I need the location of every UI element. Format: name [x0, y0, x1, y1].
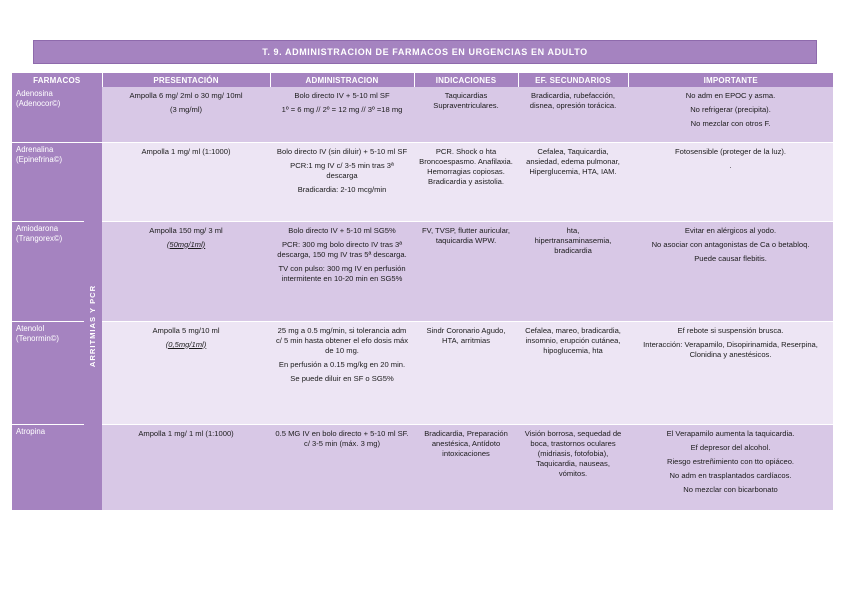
- importante-cell: [628, 142, 833, 221]
- cell-line: (0,5mg/1ml): [165, 339, 207, 349]
- cell-line: 0.5 MG IV en bolo directo + 5-10 ml SF. c/ 3-5 min (máx. 3 mg): [275, 428, 409, 448]
- cell-line: No refrigerar (precipita).: [690, 105, 771, 114]
- efectos-cell: [518, 142, 628, 221]
- drug-name-line: Amiodarona: [16, 223, 59, 233]
- group-column: [84, 142, 102, 510]
- table-header-row: [12, 73, 833, 87]
- drug-name: [12, 87, 102, 142]
- cell-line: No adm en EPOC y asma.: [685, 91, 776, 100]
- importante-cell: [628, 87, 833, 142]
- header-efectos-secundarios: EF. SECUNDARIOS: [518, 73, 628, 87]
- table-row: [12, 142, 833, 221]
- cell-line: PCR. Shock o hta Broncoespasmo. Anafilaxia. Hemorragias copiosas. Bradicardia y asistolia.: [419, 146, 513, 186]
- cell-line: hta,: [566, 225, 580, 235]
- administracion-cell: [270, 87, 414, 142]
- cell-line: 25 mg a 0.5 mg/min, si tolerancia adm c/ 5 min hasta obtener el efo dosis máx de 10 mg.: [275, 325, 409, 355]
- cell-line: (3 mg/ml): [169, 105, 203, 114]
- cell-line: PCR: 300 mg bolo directo IV tras 3ª descarga, 150 mg IV tras 5ª descarga.: [277, 239, 407, 259]
- cell-line: Bolo directo IV + 5-10 ml SF: [294, 91, 390, 100]
- cell-line: Fotosensible (proteger de la luz).: [675, 146, 787, 156]
- cell-line: Ampolla 150 mg/ 3 ml: [149, 225, 223, 235]
- cell-line: Taquicardias Supraventriculares.: [433, 91, 499, 110]
- cell-line: Evitar en alérgicos al yodo.: [684, 225, 777, 235]
- table-row: [12, 221, 833, 321]
- cell-line: Bolo directo IV (sin diluir) + 5-10 ml SF: [276, 146, 408, 156]
- drug-name-line: Adenosina: [16, 89, 53, 98]
- drug-name: [12, 221, 84, 321]
- drug-brand-line: (Epinefrina©): [16, 154, 63, 164]
- cell-line: Bradicardia: 2-10 mcg/min: [297, 184, 387, 194]
- presentacion-cell: [102, 221, 270, 321]
- cell-line: El Verapamilo aumenta la taquicardia.: [666, 428, 795, 438]
- group-label: ARRITMIAS Y PCR: [88, 284, 97, 368]
- presentacion-cell: [102, 142, 270, 221]
- presentacion-cell: [102, 87, 270, 142]
- header-presentacion: PRESENTACIÓN: [102, 73, 270, 87]
- cell-line: .: [729, 160, 732, 170]
- importante-cell: [628, 221, 833, 321]
- cell-line: TV con pulso: 300 mg IV en perfusión intermitente en 10-20 min en SG5%: [278, 263, 406, 283]
- efectos-cell: [518, 321, 628, 424]
- drug-name: [12, 321, 84, 424]
- efectos-cell: [518, 87, 628, 142]
- cell-line: Sindr Coronario Agudo, HTA, arritmias: [426, 325, 506, 345]
- cell-line: Ampolla 5 mg/10 ml: [152, 325, 220, 335]
- cell-line: Ampolla 1 mg/ ml (1:1000): [141, 146, 231, 156]
- cell-line: Bolo directo IV + 5-10 ml SG5%: [288, 225, 396, 235]
- table-row: [12, 424, 833, 510]
- importante-cell: [628, 424, 833, 510]
- drug-name-line: Adrenalina: [16, 144, 54, 154]
- administracion-cell: [270, 424, 414, 510]
- cell-line: (50mg/1ml): [166, 239, 206, 249]
- drug-name: [12, 142, 84, 221]
- header-indicaciones: INDICACIONES: [414, 73, 518, 87]
- cell-line: Visión borrosa, sequedad de boca, trastornos oculares (midriasis, fotofobia), Taquicardia, nauseas, vómitos.: [524, 428, 622, 478]
- cell-line: No mezclar con bicarbonato: [683, 484, 778, 494]
- indicaciones-cell: [414, 142, 518, 221]
- cell-line: FV, TVSP, flutter auricular, taquicardia WPW.: [421, 225, 511, 245]
- drug-name-line: Atenolol: [16, 323, 45, 333]
- drug-name: [12, 424, 84, 510]
- cell-line: Cefalea, Taquicardia, ansiedad, edema pulmonar, Hiperglucemia, HTA, IAM.: [526, 146, 620, 176]
- administracion-cell: [270, 321, 414, 424]
- cell-line: No asociar con antagonistas de Ca o betabloq.: [651, 239, 810, 249]
- presentacion-cell: [102, 321, 270, 424]
- drug-brand-line: (Trangorex©): [16, 233, 63, 243]
- header-administracion: ADMINISTRACION: [270, 73, 414, 87]
- cell-line: Ef depresor del alcohol.: [690, 442, 771, 452]
- drug-brand-line: (Adenocor©): [16, 99, 61, 108]
- indicaciones-cell: [414, 424, 518, 510]
- indicaciones-cell: [414, 321, 518, 424]
- page-title: T. 9. ADMINISTRACION DE FARMACOS EN URGENCIAS EN ADULTO: [33, 40, 817, 64]
- table-row: [12, 321, 833, 424]
- cell-line: Ampolla 1 mg/ 1 ml (1:1000): [138, 428, 234, 438]
- cell-line: Cefalea, mareo, bradicardia, insomnio, erupción cutánea, hipoglucemia, hta: [525, 325, 621, 355]
- indicaciones-cell: [414, 87, 518, 142]
- header-farmacos: FARMACOS: [12, 73, 102, 87]
- table-row: [12, 87, 833, 142]
- drug-table: [12, 73, 833, 511]
- drug-name-line: Atropina: [16, 426, 46, 436]
- cell-line: En perfusión a 0.15 mg/kg en 20 min.: [278, 359, 406, 369]
- indicaciones-cell: [414, 221, 518, 321]
- cell-line: Ampolla 6 mg/ 2ml o 30 mg/ 10ml: [129, 91, 243, 100]
- cell-line: 1º = 6 mg // 2º = 12 mg // 3º =18 mg: [281, 105, 403, 114]
- importante-cell: [628, 321, 833, 424]
- cell-line: Bradicardia, Preparación anestésica, Antídoto intoxicaciones: [424, 428, 508, 458]
- cell-line: Puede causar flebitis.: [694, 253, 767, 263]
- cell-line: Riesgo estreñimiento con tto opiáceo.: [666, 456, 795, 466]
- cell-line: No adm en trasplantados cardíacos.: [669, 470, 792, 480]
- drug-brand-line: (Tenormin©): [16, 333, 60, 343]
- administracion-cell: [270, 221, 414, 321]
- cell-line: No mezclar con otros F.: [690, 119, 771, 128]
- cell-line: PCR:1 mg IV c/ 3-5 min tras 3ª descarga: [290, 160, 394, 180]
- header-importante: IMPORTANTE: [628, 73, 833, 87]
- cell-line: hipertransaminasemia, bradicardia: [534, 235, 612, 255]
- cell-line: Ef rebote si suspensión brusca.: [677, 325, 784, 335]
- cell-line: Se puede diluir en SF o SG5%: [290, 373, 394, 383]
- efectos-cell: [518, 424, 628, 510]
- cell-line: Bradicardia, rubefacción, disnea, opresión torácica.: [529, 91, 617, 110]
- administracion-cell: [270, 142, 414, 221]
- presentacion-cell: [102, 424, 270, 510]
- cell-line: Interacción: Verapamilo, Disopirinamida, Reserpina, Clonidina y anestésicos.: [643, 339, 818, 359]
- efectos-cell: [518, 221, 628, 321]
